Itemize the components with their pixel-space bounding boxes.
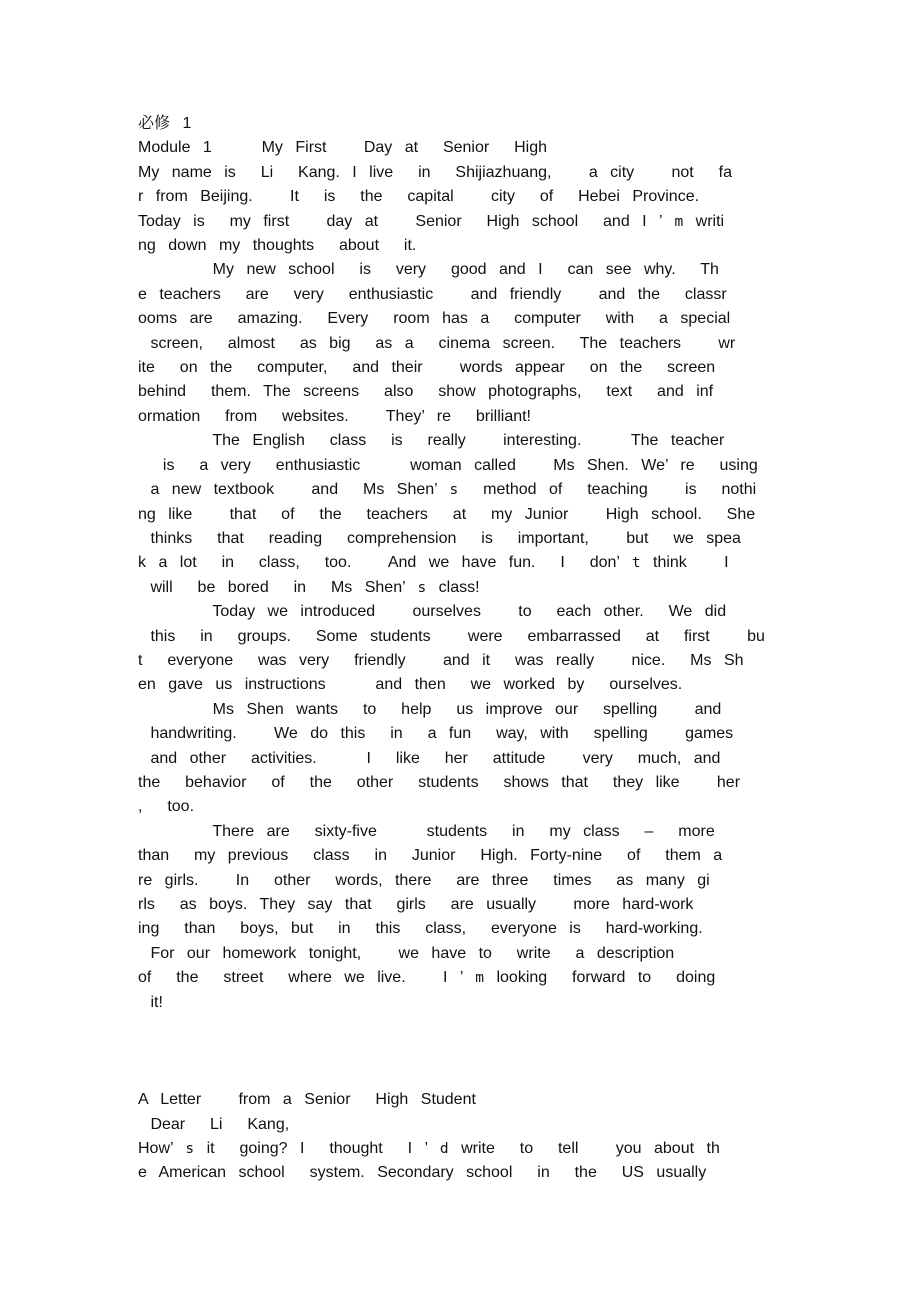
text-line: Ms Shen wants to help us improve our spelling and <box>138 700 722 718</box>
text-line: Dear Li Kang, <box>138 1115 290 1133</box>
text-line: screen, almost as big as a cinema screen. The teachers wr <box>138 334 736 352</box>
text-line: is a very enthusiastic woman called Ms Shen. We’ re using <box>138 456 758 474</box>
text-line: Today we introduced ourselves to each other. We did <box>138 603 727 621</box>
text-line: e American school system. Secondary school in the US usually <box>138 1164 707 1182</box>
text-line: Today is my first day at Senior High school and I ’ m writi <box>138 212 725 230</box>
text-line: ite on the computer, and their words appear on the screen <box>138 359 716 377</box>
text-line: and other activities. I like her attitude very much, and <box>138 749 721 767</box>
document-text-block <box>138 112 798 1186</box>
blank-line <box>138 1064 798 1088</box>
text-line: handwriting. We do this in a fun way, with spelling games <box>138 725 734 743</box>
text-line: t everyone was very friendly and it was really nice. Ms Sh <box>138 651 744 669</box>
text-line: behind them. The screens also show photographs, text and inf <box>138 383 714 401</box>
cjk-style-letter: s <box>185 1141 195 1158</box>
text-line: , too. <box>138 798 195 816</box>
blank-line <box>138 1039 798 1063</box>
text-line: Module 1 My First Day at Senior High <box>138 139 547 157</box>
text-line: For our homework tonight, we have to write a description <box>138 944 675 962</box>
text-line: than my previous class in Junior High. Forty-nine of them a <box>138 847 723 865</box>
text-line: There are sixty-five students in my class – more <box>138 822 715 840</box>
text-line: rls as boys. They say that girls are usually more hard-work <box>138 896 694 913</box>
text-line: ng down my thoughts about it. <box>138 237 417 255</box>
text-line: The English class is really interesting. The teacher <box>138 432 725 450</box>
cjk-style-letter: s <box>417 579 427 596</box>
text-line: of the street where we live. I ’ m looking forward to doing <box>138 969 716 987</box>
cjk-style-letter: m <box>475 970 485 987</box>
text-line: k a lot in class, too. And we have fun. I don’ t think I <box>138 554 729 572</box>
text-line: r from Beijing. It is the capital city of Hebei Province. <box>138 188 700 206</box>
text-line: a new textbook and Ms Shen’ s method of teaching is nothi <box>138 481 757 499</box>
cjk-style-letter: m <box>674 213 684 230</box>
text-line: it! <box>138 993 163 1011</box>
text-line: this in groups. Some students were embarrassed at first bu <box>138 627 765 645</box>
text-line: My name is Li Kang. I live in Shijiazhuang, a city not fa <box>138 163 732 181</box>
text-line: en gave us instructions and then we worked by ourselves. <box>138 676 683 694</box>
text-line: ormation from websites. They’ re brilliant! <box>138 407 531 425</box>
text-line: 必修 1 <box>138 115 192 132</box>
cjk-style-letter: t <box>631 555 641 572</box>
text-line: ooms are amazing. Every room has a computer with a special <box>138 310 731 328</box>
text-line: re girls. In other words, there are three times as many gi <box>138 871 710 889</box>
text-line: e teachers are very enthusiastic and friendly and the classr <box>138 285 727 303</box>
cjk-style-letter: s <box>449 482 459 499</box>
text-line: ng like that of the teachers at my Junior High school. She <box>138 505 756 523</box>
text-line: the behavior of the other students shows that they like her <box>138 773 741 791</box>
text-line: My new school is very good and I can see why. Th <box>138 261 719 279</box>
text-line: A Letter from a Senior High Student <box>138 1091 476 1109</box>
text-line: ing than boys, but in this class, everyone is hard-working. <box>138 920 703 938</box>
text-line: will be bored in Ms Shen’ s class! <box>138 578 480 596</box>
blank-line <box>138 1015 798 1039</box>
text-line: How’ s it going? I thought I ’ d write to tell you about th <box>138 1140 720 1158</box>
cjk-style-letter: d <box>439 1141 449 1158</box>
text-line: thinks that reading comprehension is important, but we spea <box>138 529 741 547</box>
